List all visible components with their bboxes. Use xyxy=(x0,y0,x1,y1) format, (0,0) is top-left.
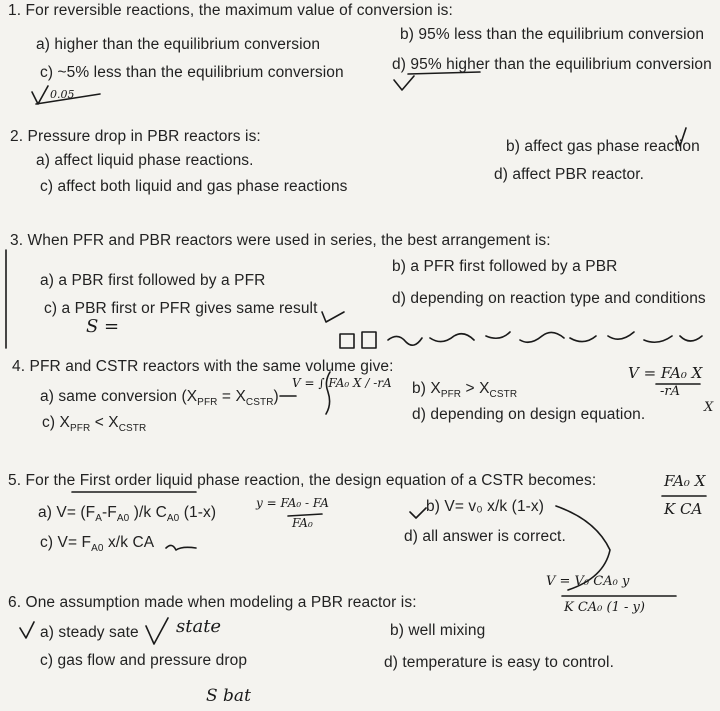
checkmark-q5-c xyxy=(166,545,196,550)
question-3-handwritten-note: S = xyxy=(86,316,120,337)
question-3-option-d: d) depending on reaction type and conditions xyxy=(392,290,706,307)
question-6-handwritten-equation-denominator: K CA₀ (1 - y) xyxy=(564,600,645,615)
question-1-option-b: b) 95% less than the equilibrium conversion xyxy=(400,26,705,43)
question-2-option-a: a) affect liquid phase reactions. xyxy=(36,152,254,169)
question-4-handwritten-right-x: X xyxy=(704,400,714,415)
question-4-option-c: c) $X_{PFR} < X_{CSTR}$ xyxy=(42,414,147,435)
question-3-option-b: b) a PFR first followed by a PBR xyxy=(392,258,618,275)
question-4-prompt: 4. PFR and CSTR reactors with the same volume give: xyxy=(12,358,394,375)
q4-handwritten-scribble xyxy=(388,332,702,345)
question-5-handwritten-left-denominator: FA₀ xyxy=(292,516,313,530)
question-4-handwritten-right-numerator: V = FA₀ X xyxy=(628,364,703,382)
question-5-prompt: 5. For the First order liquid phase reaction, the design equation of a CSTR becomes: xyxy=(8,472,597,489)
question-5-option-b: b) V= v₀ x/k (1-x) xyxy=(426,498,545,515)
question-5-handwritten-right-numerator: FA₀ X xyxy=(664,472,706,490)
checkmark-q3-c xyxy=(322,312,344,322)
question-5-option-a: a) $V= (F_A-F_{A0}$ )/k $C_{A0}$ (1-x) xyxy=(38,504,217,525)
question-5-handwritten-right-denominator: K CA xyxy=(664,500,703,518)
question-3-option-c: c) a PBR first or PFR gives same result xyxy=(44,300,318,317)
question-2-option-c: c) affect both liquid and gas phase reactions xyxy=(40,178,348,195)
bottom-handwritten-note: S bat xyxy=(206,686,251,706)
checkmark-q1-d xyxy=(394,76,414,90)
q4-box-mark xyxy=(340,334,354,348)
question-3-prompt: 3. When PFR and PBR reactors were used in series, the best arrangement is: xyxy=(10,232,551,249)
question-4-option-d: d) depending on design equation. xyxy=(412,406,646,423)
question-6-prompt: 6. One assumption made when modeling a PBR reactor is: xyxy=(8,594,417,611)
question-5-option-c: c) $V= F_{A0}$ x/k CA xyxy=(40,534,155,555)
question-6-option-b: b) well mixing xyxy=(390,622,486,639)
question-6-option-d: d) temperature is easy to control. xyxy=(384,654,614,671)
checkmark-q6-a xyxy=(146,618,168,644)
checkmark-q5-b xyxy=(410,508,426,518)
question-1-handwritten-note: 0.05 xyxy=(50,88,75,101)
question-1-prompt: 1. For reversible reactions, the maximum value of conversion is: xyxy=(8,2,453,19)
checkmark-q1-c xyxy=(32,86,48,104)
question-6-handwritten-note: state xyxy=(176,616,222,637)
question-6-handwritten-equation-numerator: V = V₀ CA₀ y xyxy=(546,574,630,589)
question-1-option-c: c) ~5% less than the equilibrium conversion xyxy=(40,64,344,81)
question-4-handwritten-equation: V = ∫ FA₀ X / -rA xyxy=(292,376,392,390)
question-2-option-d: d) affect PBR reactor. xyxy=(494,166,645,183)
question-5-option-d: d) all answer is correct. xyxy=(404,528,566,545)
question-2-option-b: b) affect gas phase reaction xyxy=(506,138,700,155)
q4-box-mark-2 xyxy=(362,332,376,348)
question-3-option-a: a) a PBR first followed by a PFR xyxy=(40,272,266,289)
question-2-prompt: 2. Pressure drop in PBR reactors is: xyxy=(10,128,261,145)
question-4-option-b: b) $X_{PFR} > X_{CSTR}$ xyxy=(412,380,518,401)
question-6-option-a: a) steady sate xyxy=(40,624,139,641)
question-1-option-a: a) higher than the equilibrium conversion xyxy=(36,36,321,53)
question-1-option-d: d) 95% higher than the equilibrium conversion xyxy=(392,56,712,73)
checkmark-q6-a-left xyxy=(20,622,34,638)
question-4-handwritten-right-denominator: -rA xyxy=(660,384,680,399)
question-5-handwritten-left: y = FA₀ - FA xyxy=(256,496,329,510)
question-6-option-c: c) gas flow and pressure drop xyxy=(40,652,248,669)
question-4-option-a: a) same conversion $(X_{PFR} = X_{CSTR})$ xyxy=(40,388,279,409)
